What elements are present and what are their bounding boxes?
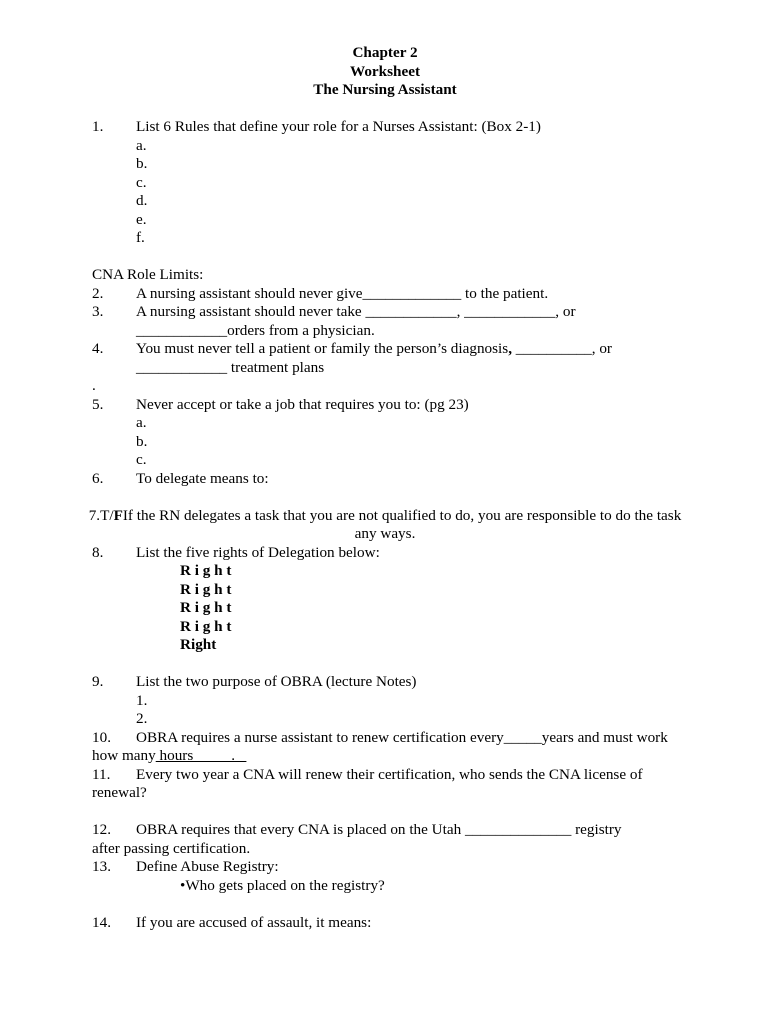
question-5-item-c: c. [136, 451, 147, 468]
question-3 [0, 303, 770, 322]
question-1-text: List 6 Rules that define your role for a Nurses Assistant: (Box 2-1) [136, 118, 541, 135]
question-12-continuation: after passing certification. [92, 839, 251, 857]
question-1-item-a: a. [136, 136, 147, 154]
right-item-5: Right [180, 636, 217, 653]
title-line-2: Worksheet [349, 62, 421, 80]
question-5-text: Never accept or take a job that requires you to: (pg 23) [136, 395, 469, 413]
question-4-continuation: ____________ treatment plans [136, 358, 325, 376]
question-1 [0, 118, 770, 137]
question-11 [0, 766, 770, 785]
question-11-number: 11. [92, 765, 111, 783]
spacer [0, 488, 770, 507]
question-10-continuation [0, 747, 770, 766]
question-11-text: Every two year a CNA will renew their certification, who sends the CNA license of [136, 765, 643, 783]
question-4-number: 4. [92, 340, 104, 357]
question-3-number: 3. [92, 303, 104, 320]
cna-role-limits-heading: CNA Role Limits: [92, 266, 204, 283]
question-7-line-1 [0, 507, 770, 526]
question-8 [0, 544, 770, 563]
question-2 [0, 285, 770, 304]
question-5 [0, 396, 770, 415]
question-5-item-a: a. [136, 414, 147, 431]
question-12-text: OBRA requires that every CNA is placed on the Utah ______________ registry [136, 821, 622, 838]
question-10-text: OBRA requires a nurse assistant to renew certification every_____years and must work [136, 728, 668, 746]
question-6-number: 6. [92, 469, 104, 487]
spacer [0, 248, 770, 267]
question-4 [0, 340, 770, 359]
question-10-hours-blank: hours . [155, 747, 247, 764]
question-9-number: 9. [92, 673, 104, 690]
question-6 [0, 470, 770, 489]
question-12-number: 12. [92, 821, 111, 838]
question-9-item-2: 2. [136, 710, 148, 727]
question-7-text: If the RN delegates a task that you are not qualified to do, you are responsible to do the task [122, 506, 682, 524]
question-10-cont-text: how many [92, 747, 156, 764]
spacer [0, 803, 770, 822]
stray-period-line: . [92, 377, 96, 394]
question-7-line-2: any ways. [354, 525, 416, 542]
question-11-continuation: renewal? [92, 784, 147, 801]
question-14 [0, 914, 770, 933]
question-13-number: 13. [92, 858, 111, 875]
question-13-text: Define Abuse Registry: [136, 858, 279, 875]
question-3-text: A nursing assistant should never take ____________, ____________, or [136, 303, 576, 320]
spacer [0, 100, 770, 119]
question-1-item-c: c. [136, 173, 147, 191]
question-8-text: List the five rights of Delegation below: [136, 543, 380, 561]
question-7-bold-f: F [113, 506, 123, 524]
question-1-item-e: e. [136, 210, 147, 228]
spacer [0, 655, 770, 674]
right-item-1: R i g h t [180, 562, 232, 579]
question-9-text: List the two purpose of OBRA (lecture Notes) [136, 673, 417, 690]
question-9 [0, 673, 770, 692]
question-13 [0, 858, 770, 877]
question-6-text: To delegate means to: [136, 469, 269, 487]
question-4-text: You must never tell a patient or family the person’s diagnosis [136, 340, 509, 357]
question-14-number: 14. [92, 913, 111, 931]
question-1-number: 1. [92, 118, 104, 135]
question-2-text: A nursing assistant should never give_____________ to the patient. [136, 284, 549, 302]
question-1-item-f: f. [136, 229, 145, 246]
question-4-bold-comma: , [508, 340, 512, 357]
question-8-number: 8. [92, 543, 104, 561]
question-4-text-after-comma: __________, or [511, 340, 612, 357]
question-5-item-b: b. [136, 432, 148, 450]
question-10 [0, 729, 770, 748]
question-5-number: 5. [92, 395, 104, 413]
question-9-item-1: 1. [136, 691, 148, 709]
question-7-prefix: 7.T/ [88, 506, 114, 524]
question-12 [0, 821, 770, 840]
question-3-continuation: ____________orders from a physician. [136, 321, 375, 339]
question-10-number: 10. [92, 728, 111, 746]
title-line-3: The Nursing Assistant [313, 81, 457, 98]
question-1-item-b: b. [136, 155, 148, 172]
title-line-1: Chapter 2 [352, 44, 418, 61]
question-1-item-d: d. [136, 192, 148, 209]
right-item-3: R i g h t [180, 599, 232, 616]
question-2-number: 2. [92, 284, 104, 302]
spacer [0, 895, 770, 914]
right-item-2: R i g h t [180, 580, 232, 598]
question-14-text: If you are accused of assault, it means: [136, 913, 372, 931]
right-item-4: R i g h t [180, 617, 232, 635]
question-13-bullet: •Who gets placed on the registry? [180, 876, 385, 894]
